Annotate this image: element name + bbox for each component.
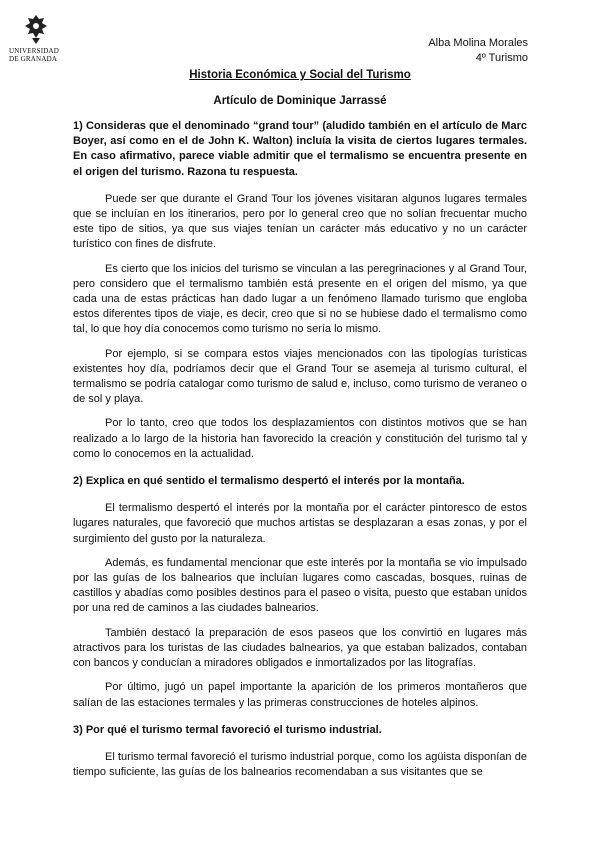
- answer-paragraph: Puede ser que durante el Grand Tour los jóvenes visitaran algunos lugares termales que se incluían en los itinerarios, pero por lo general creo que no solían frecuentar mucho este tipo de sitios, ya que sus viajes tenían un carácter más educativo y no un carácter turístico con fines de disfrute.: [73, 192, 527, 251]
- question-2: 2) Explica en qué sentido el termalismo despertó el interés por la montaña.: [73, 475, 465, 488]
- question-1: 1) Consideras que el denominado “grand tour” (aludido también en el artículo de Marc Boyer, así como en el de John K. Walton) incluía la visita de ciertos lugares termales. En caso afirmativo, parece viable admitir que el termalismo se encuentra presente en el origen del turismo. Razona tu respuesta.: [73, 120, 527, 178]
- question-3: 3) Por qué el turismo termal favoreció el turismo industrial.: [73, 723, 382, 736]
- answer-paragraph: Además, es fundamental mencionar que este interés por la montaña se vio impulsado por las guías de los balnearios que incluían lugares como cascadas, bosques, ruinas de castillos y abadías como posibles destinos para el paseo o visita, puesto que estaban unidos por una red de caminos a las ciudades balnearios.: [73, 556, 527, 615]
- answer-paragraph: Por ejemplo, si se compara estos viajes mencionados con las tipologías turísticas existentes hoy día, podríamos decir que el Grand Tour se asemeja al turismo cultural, el termalismo se podría catalogar como turismo de salud e, incluso, como turismo de veraneo o de sol y playa.: [73, 347, 527, 406]
- author-name: Alba Molina Morales: [428, 37, 528, 49]
- document-title: Historia Económica y Social del Turismo: [189, 69, 411, 81]
- author-block: [428, 36, 528, 66]
- answer-paragraph: El termalismo despertó el interés por la montaña por el carácter pintoresco de estos lugares naturales, que favoreció que muchos artistas se desplazaran a esas zonas, y por el surgimiento del gusto por la naturaleza.: [73, 502, 527, 545]
- answer-paragraph: El turismo termal favoreció el turismo industrial porque, como los agüista disponían de tiempo suficiente, las guías de los balnearios recomendaban a sus visitantes que se: [73, 750, 527, 779]
- university-crest-icon: [23, 14, 49, 46]
- university-logo: [8, 14, 64, 66]
- document-body: [73, 69, 527, 780]
- answer-paragraph: También destacó la preparación de esos paseos que los convirtió en lugares más atractivos para los turistas de las ciudades balnearios, ya que estaban balizados, contaban con bancos y conducían a miradores obligados e inmortalizados por las litografías.: [73, 626, 527, 670]
- answer-paragraph: Por último, jugó un papel importante la aparición de los primeros montañeros que salían de las estaciones termales y las primeras construcciones de hoteles alpinos.: [73, 681, 527, 709]
- course-label: 4º Turismo: [475, 52, 528, 64]
- document-subtitle: Artículo de Dominique Jarrassé: [213, 95, 387, 107]
- answer-paragraph: Por lo tanto, creo que todos los desplazamientos con distintos motivos que se han realizado a lo largo de la historia han favorecido la creación y constitución del turismo tal y como lo conocemos en la actualidad.: [73, 417, 527, 460]
- answer-paragraph: Es cierto que los inicios del turismo se vinculan a las peregrinaciones y al Grand Tour, pero considero que el termalismo también está presente en el origen del mismo, ya que cada una de estas prácticas han dado lugar a un fenómeno llamado turismo que engloba estos diferentes tipos de viaje, es decir, creo que si no se hubiese dado el termalismo como tal, lo que hoy día conocemos como turismo no sería lo mismo.: [73, 262, 527, 336]
- university-name-line1: UNIVERSIDAD: [9, 47, 60, 55]
- university-name-line2: DE GRANADA: [9, 55, 58, 63]
